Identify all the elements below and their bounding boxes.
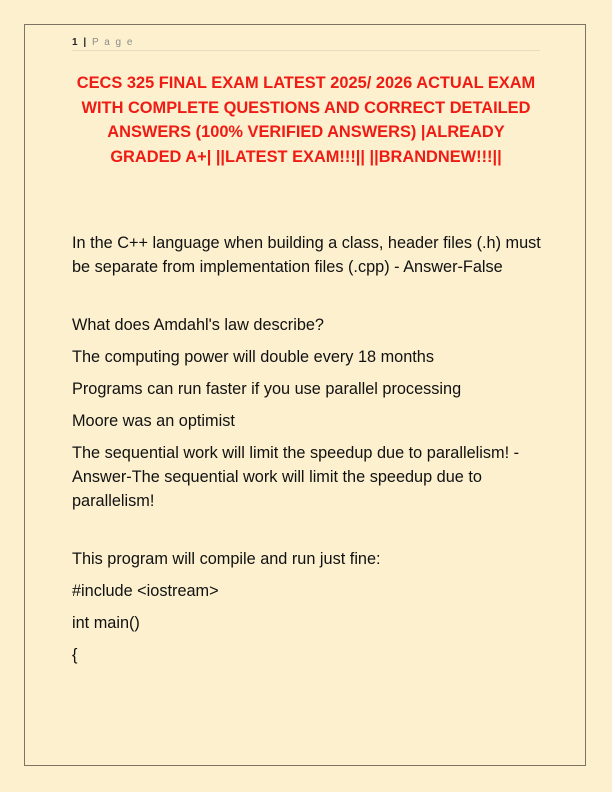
question-3-line-2: #include <iostream> [72,582,219,600]
question-block-2 [72,313,542,513]
page-label: P a g e [91,37,134,48]
question-1-line-1: In the C++ language when building a class, header files (.h) must be separate from implementation files (.cpp) - Answer-False [72,234,541,276]
question-block-3 [72,547,542,667]
question-3-line-1: This program will compile and run just fine: [72,550,381,568]
question-3-line-4: { [72,646,78,664]
question-2-line-3: Programs can run faster if you use parallel processing [72,380,462,398]
document-title: CECS 325 FINAL EXAM LATEST 2025/ 2026 ACTUAL EXAM WITH COMPLETE QUESTIONS AND CORRECT DETAILED ANSWERS (100% VERIFIED ANSWERS) |ALREADY GRADED A+| ||LATEST EXAM!!!|| ||BRANDNEW!!!|| [76,74,536,166]
question-2-line-5: The sequential work will limit the speedup due to parallelism! - Answer-The sequential work will limit the speedup due to parallelism! [72,444,520,510]
page-number-separator: | [83,37,87,48]
question-2-line-4: Moore was an optimist [72,412,235,430]
document-body [72,231,542,701]
question-2-line-2: The computing power will double every 18 months [72,348,434,366]
question-block-1 [72,231,542,279]
page-header [72,36,540,51]
question-3-line-3: int main() [72,614,140,632]
question-2-line-1: What does Amdahl's law describe? [72,316,324,334]
page-number: 1 [72,37,78,48]
